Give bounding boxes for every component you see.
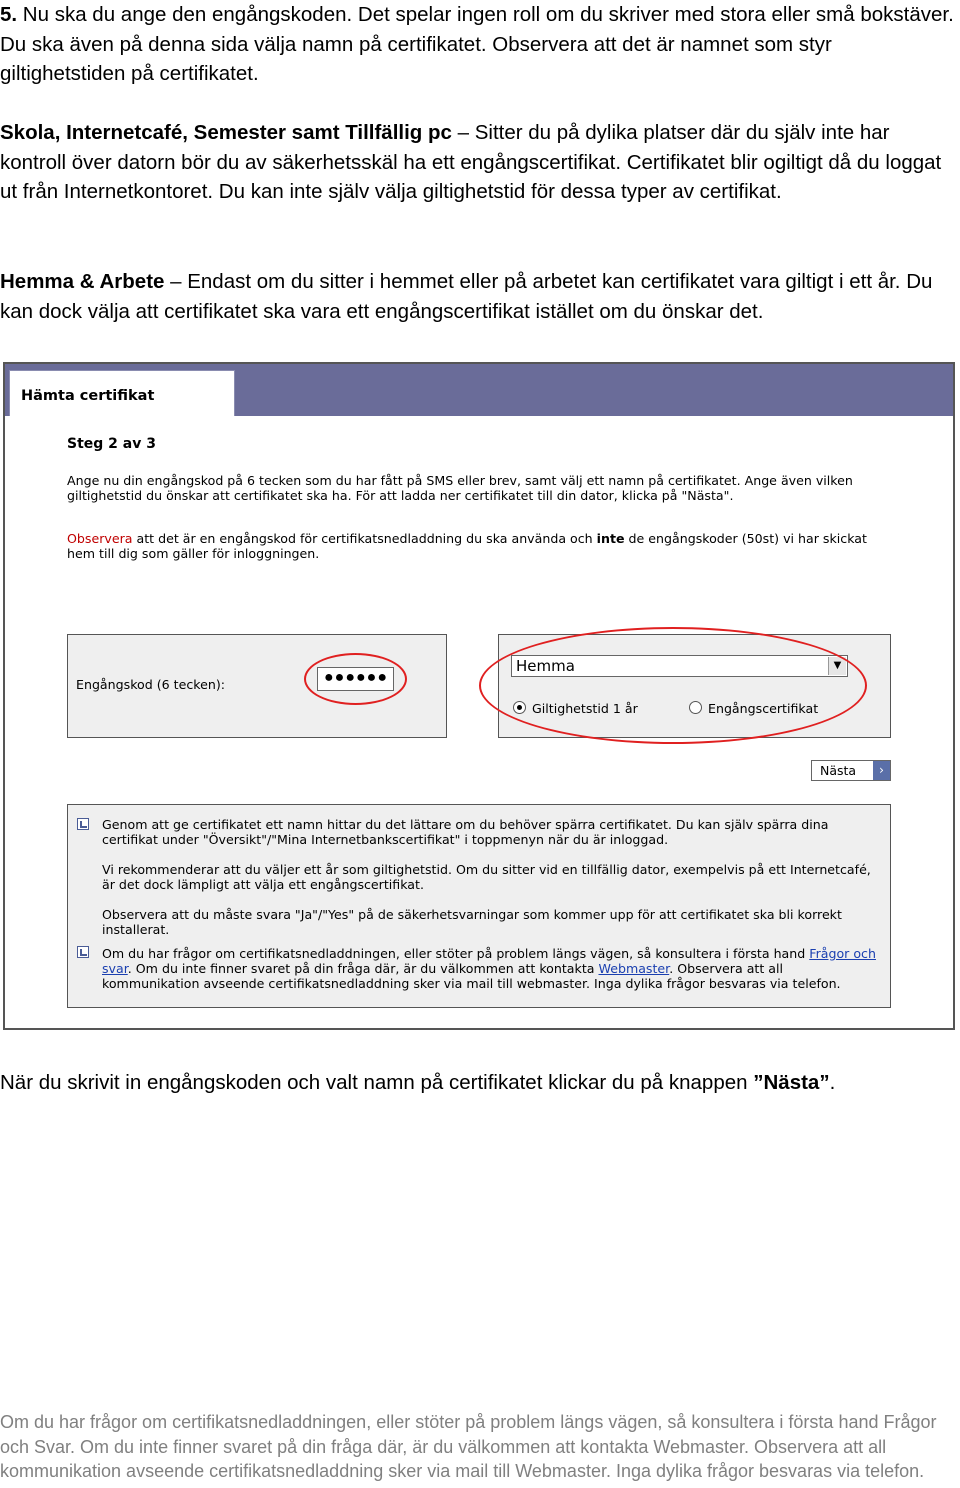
page-footer: Om du har frågor om certifikatsnedladdningen, eller stöter på problem längs vägen, så konsultera i första hand Frågor och Svar. Om du inte finner svaret på din fråga där, är du välkommen att kontakta Webmaster. Observera att all kommunikation avseende certifikatsnedladdning sker via mail till Webmaster. Inga dylika frågor besvaras via telefon. [0,1412,937,1481]
hemma-text: – Endast om du sitter i hemmet eller på arbetet kan certifikatet vara giltigt i ett år. Du kan dock välja att certifikatet ska vara ett engångscertifikat istället om du önskar det. [0,270,933,323]
intro-text: Nu ska du ange den engångskoden. Det spelar ingen roll om du skriver med stora eller små bokstäver. Du ska även på denna sida välja namn på certifikatet. Observera att det är namnet som styr giltighetstiden på certifikatet. [0,3,954,86]
skola-paragraph [0,118,955,207]
radio-once-label: Engångscertifikat [708,701,819,716]
hemma-paragraph [0,267,955,326]
info4-part2: . Om du inte finner svaret på din fråga där, är du välkommen att kontakta [127,961,599,976]
info4-part3: . Observera att all kommunikation avseende certifikatsnedladdning sker via mail till webmaster. Inga dylika frågor besvaras via telefon. [102,961,841,991]
after-text-main: När du skrivit in engångskoden och valt namn på certifikatet klickar du på knappen [0,1071,754,1094]
skola-text: – Sitter du på dylika platser där du själv inte har kontroll över datorn bör du av säkerhetsskäl ha ett engångscertifikat. Certifikatet blir ogiltigt då du loggat ut från Internetkontoret. Du kan inte själv välja giltighetstid för dessa typer av certifikat. [0,121,942,204]
tab-hamta-certifikat[interactable]: Hämta certifikat [9,370,235,416]
selected-name: Hemma [516,657,575,675]
info-checkbox-icon[interactable] [77,818,89,830]
highlight-ring-code [304,653,407,705]
info-text-contact [102,946,882,991]
skola-term: Skola, Internetcafé, Semester samt Tillfällig pc [0,121,452,144]
info4-part1: Om du har frågor om certifikatsnedladdningen, eller stöter på problem längs vägen, så konsultera i första hand [102,946,810,961]
highlight-ring-name [479,627,867,744]
info-box [67,804,891,1008]
warning-red-word: Observera [67,531,133,546]
next-button[interactable] [811,760,891,781]
info-checkbox-icon[interactable] [77,946,89,958]
after-text [0,1068,955,1098]
info-text-warnings: Observera att du måste svara "Ja"/"Yes" på de säkerhetsvarningar som kommer upp för att certifikatet ska bli korrekt installerat. [102,907,842,937]
code-input[interactable]: ●●●●●● [317,667,394,691]
warning-part1: att det är en engångskod för certifikatsnedladdning du ska använda och [132,531,597,546]
hemma-term: Hemma & Arbete [0,270,165,293]
screenshot-intro-text: Ange nu din engångskod på 6 tecken som du har fått på SMS eller brev, samt välj ett namn på certifikatet. Ange även vilken giltighetstid du önskar att certifikatet ska ha. För att ladda ner certifikatet till din dator, klicka på "Nästa". [67,473,853,503]
warning-bold-word: inte [596,531,625,546]
arrow-right-icon: › [873,761,890,780]
intro-paragraph [0,0,955,89]
code-label: Engångskod (6 tecken): [76,677,226,692]
info-text-naming: Genom att ge certifikatet ett namn hittar du det lättare om du behöver spärra certifikatet. Du kan själv spärra dina certifikat under "Översikt"/"Mina Internetbankscertifikat" i toppmenyn när du är inloggad. [102,817,829,847]
certificate-name-box [498,634,891,738]
step-indicator: Steg 2 av 3 [67,436,156,452]
link-webmaster[interactable]: Webmaster [598,961,670,976]
chevron-down-icon[interactable]: ▼ [828,657,846,675]
link-fragor-och-svar[interactable]: Frågor och svar [102,946,876,976]
next-button-label: Nästa [820,763,857,778]
screenshot-warning-text [67,531,897,561]
code-box [67,634,447,738]
step-number: 5. [0,3,18,26]
warning-part2: de engångskoder (50st) vi har skickat hem till dig som gäller för inloggningen. [67,531,867,561]
certificate-screenshot [3,362,955,1030]
info-text-recommend: Vi rekommenderar att du väljer ett år som giltighetstid. Om du sitter vid en tillfällig dator, exempelvis på ett Internetcafé, är det dock lämpligt att välja ett engångscertifikat. [102,862,871,892]
radio-year-label: Giltighetstid 1 år [532,701,638,716]
after-text-end: . [829,1071,836,1094]
after-text-button-name: ”Nästa” [753,1071,830,1094]
